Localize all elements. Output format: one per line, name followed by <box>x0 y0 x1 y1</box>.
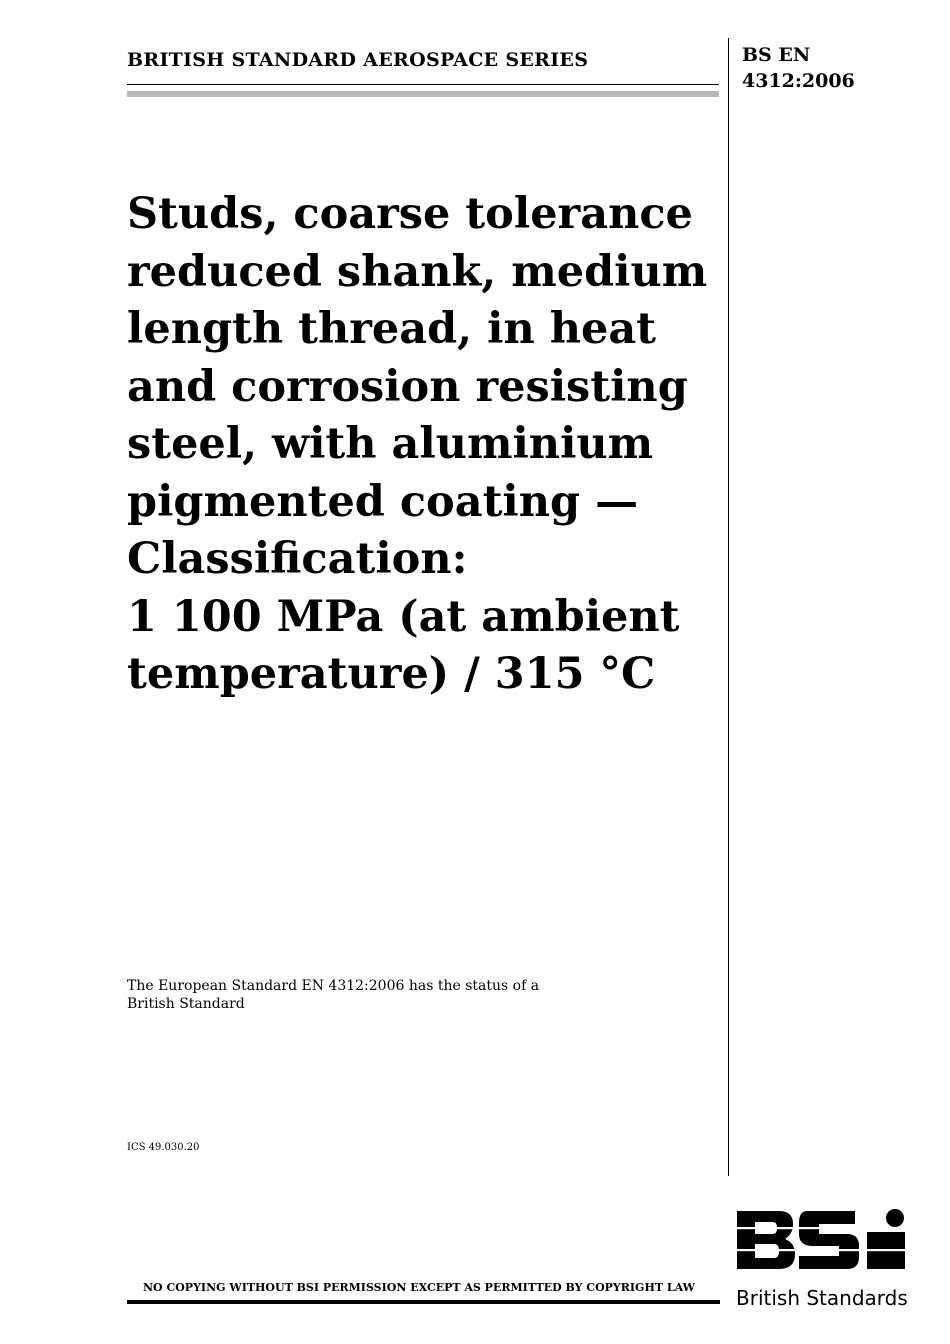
ics-code: ICS 49.030.20 <box>127 1142 200 1153</box>
header-grey-bar <box>127 91 719 97</box>
title-line: pigmented coating — <box>127 476 639 527</box>
title-line: Studs, coarse tolerance <box>127 189 693 239</box>
copyright-notice: NO COPYING WITHOUT BSI PERMISSION EXCEPT AS PERMITTED BY COPYRIGHT LAW <box>143 1281 695 1294</box>
series-title: BRITISH STANDARD AEROSPACE SERIES <box>127 49 589 71</box>
bsi-brand-name: British Standards <box>736 1286 908 1310</box>
document-title <box>127 186 722 704</box>
bsi-logo <box>735 1208 907 1272</box>
standard-number <box>742 42 855 94</box>
status-note-line: British Standard <box>127 996 245 1012</box>
title-line: Classification: <box>127 534 468 584</box>
status-note-line: The European Standard EN 4312:2006 has the status of a <box>127 978 540 994</box>
standard-number-line: 4312:2006 <box>742 70 855 92</box>
title-line: temperature) / 315 °C <box>127 649 656 699</box>
title-line: length thread, in heat <box>127 304 657 354</box>
footer-rule <box>127 1300 720 1304</box>
title-line: and corrosion resisting <box>127 361 688 412</box>
title-line: steel, with aluminium <box>127 419 654 469</box>
status-note <box>127 977 539 1013</box>
vertical-divider <box>728 38 729 1176</box>
header-rule <box>127 84 719 85</box>
title-line: 1 100 MPa (at ambient <box>127 591 680 642</box>
standard-number-line: BS EN <box>742 44 811 66</box>
title-line: reduced shank, medium <box>127 246 708 297</box>
